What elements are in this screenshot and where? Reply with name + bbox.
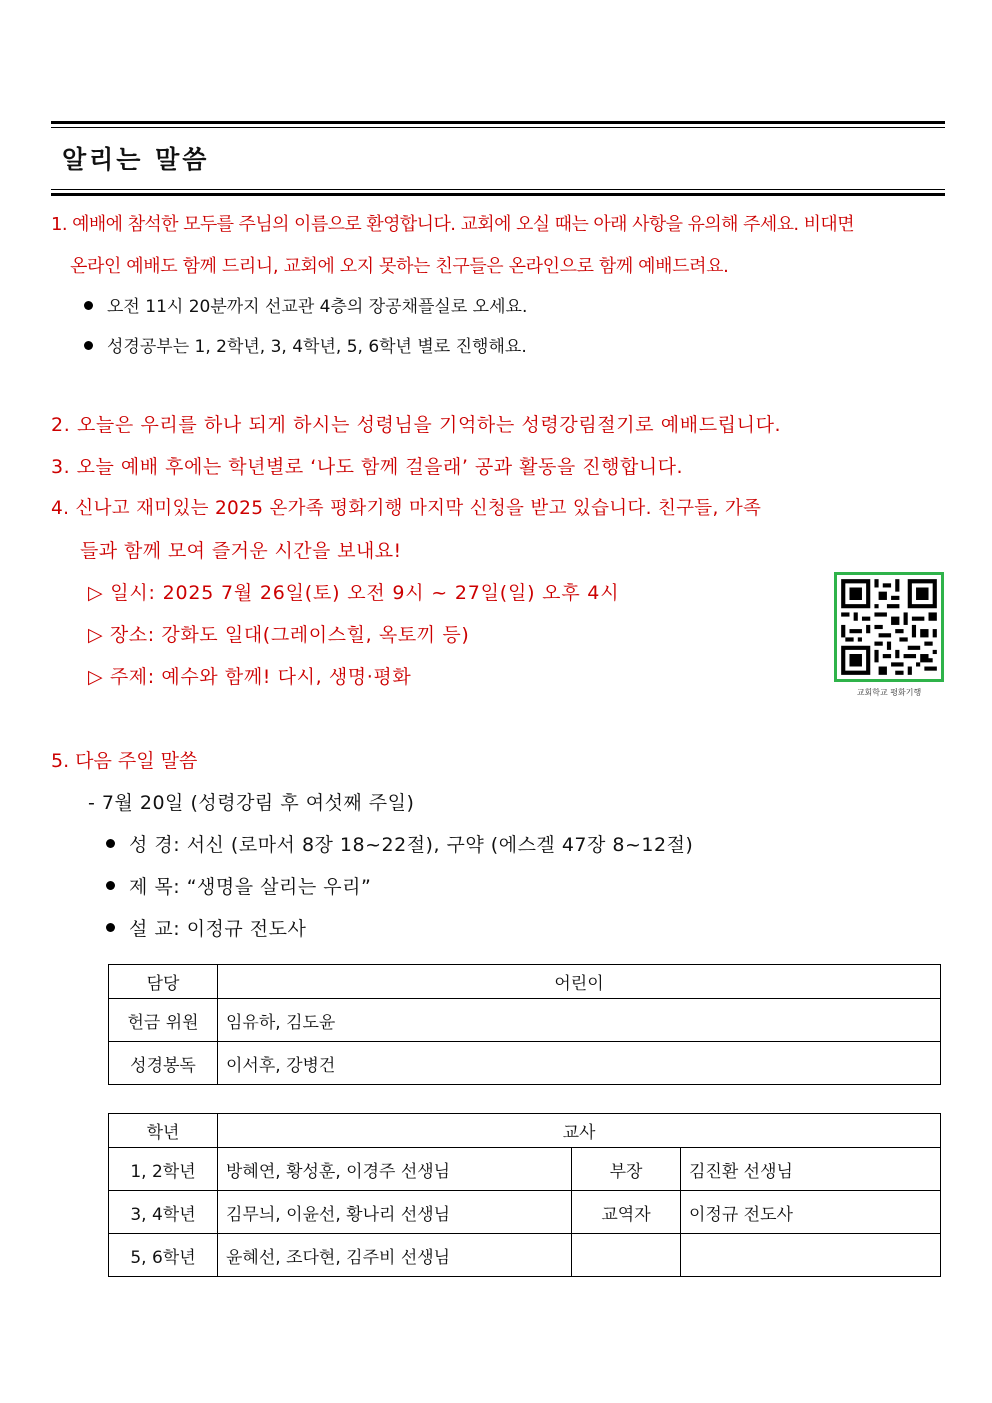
table-row: [109, 1234, 941, 1277]
qr-code[interactable]: [834, 572, 944, 682]
table-cell: 윤혜선, 조다현, 김주비 선생님: [218, 1234, 572, 1277]
table-cell: 김무늬, 이윤선, 황나리 선생님: [218, 1191, 572, 1234]
item-2: 2. 오늘은 우리를 하나 되게 하시는 성령님을 기억하는 성령강림절기로 예배드립니다.: [51, 414, 782, 436]
bullet-icon: [106, 881, 115, 890]
table-cell: 교역자: [572, 1191, 681, 1234]
table-cell: 3, 4학년: [109, 1191, 218, 1234]
table-row: [109, 999, 941, 1042]
item-4-place: ▷ 장소: 강화도 일대(그레이스힐, 옥토끼 등): [88, 624, 470, 646]
table-cell: 이서후, 강병건: [218, 1042, 941, 1085]
table-cell: 부장: [572, 1148, 681, 1191]
item-4-date: ▷ 일시: 2025 7월 26일(토) 오전 9시 ~ 27일(일) 오후 4시: [88, 582, 620, 604]
item-3: 3. 오늘 예배 후에는 학년별로 ‘나도 함께 걸을래’ 공과 활동을 진행합니다.: [51, 456, 684, 478]
item-5-preacher-text: 설 교: 이정규 전도사: [129, 918, 307, 940]
table-row: [109, 1191, 941, 1234]
title-rule-thin: [51, 189, 945, 190]
table-cell: 방혜연, 황성훈, 이경주 선생님: [218, 1148, 572, 1191]
table-row: [109, 1042, 941, 1085]
item-5-date: - 7월 20일 (성령강림 후 여섯째 주일): [88, 792, 415, 814]
table-cell: 임유하, 김도윤: [218, 999, 941, 1042]
table-cell: 이정규 전도사: [681, 1191, 941, 1234]
item-5-sermon-title: [106, 874, 371, 900]
item-4-line-2: 들과 함께 모여 즐거운 시간을 보내요!: [80, 540, 402, 562]
item-1-line-2: 온라인 예배도 함께 드리니, 교회에 오지 못하는 친구들은 온라인으로 함께 예배드려요.: [70, 256, 729, 277]
table-row: [109, 1148, 941, 1191]
item-1-bullet-1-text: 오전 11시 20분까지 선교관 4층의 장공채플실로 오세요.: [107, 297, 528, 317]
item-1-line-1: 1. 예배에 참석한 모두를 주님의 이름으로 환영합니다. 교회에 오실 때는 아래 사항을 유의해 주세요. 비대면: [51, 214, 855, 235]
table-header-cell: 담당: [109, 965, 218, 999]
top-rule-thick: [51, 121, 945, 124]
qr-caption: 교회학교 평화기행: [856, 688, 922, 697]
table-cell: [572, 1234, 681, 1277]
item-4-line-1: 4. 신나고 재미있는 2025 온가족 평화기행 마지막 신청을 받고 있습니다. 친구들, 가족: [51, 498, 762, 519]
title-rule-thick: [51, 193, 945, 196]
bullet-icon: [106, 839, 115, 848]
table-cell: 성경봉독: [109, 1042, 218, 1085]
table-header-row: [109, 965, 941, 999]
item-5-scripture-text: 성 경: 서신 (로마서 8장 18~22절), 구약 (에스겔 47장 8~12절): [129, 834, 694, 856]
item-5-preacher: [106, 916, 306, 942]
item-1-bullet-2: [84, 334, 527, 360]
item-1-bullet-1: [84, 294, 527, 320]
table-header-cell: 학년: [109, 1114, 218, 1148]
table-cell: [681, 1234, 941, 1277]
table-header-row: [109, 1114, 941, 1148]
qr-code-icon: [837, 575, 941, 679]
table-header-cell: 교사: [218, 1114, 941, 1148]
item-5: 5. 다음 주일 말씀: [51, 750, 198, 772]
table-cell: 5, 6학년: [109, 1234, 218, 1277]
table-cell: 1, 2학년: [109, 1148, 218, 1191]
page-title: 알리는 말씀: [62, 145, 210, 174]
bullet-icon: [84, 301, 93, 310]
item-5-scripture: [106, 832, 693, 858]
table-cell: 김진환 선생님: [681, 1148, 941, 1191]
item-5-sermon-title-text: 제 목: “생명을 살리는 우리”: [129, 876, 372, 898]
teachers-table: [108, 1113, 941, 1277]
bullet-icon: [106, 923, 115, 932]
bullet-icon: [84, 341, 93, 350]
roles-table: [108, 964, 941, 1085]
item-4-theme: ▷ 주제: 예수와 함께! 다시, 생명·평화: [88, 666, 412, 688]
table-cell: 헌금 위원: [109, 999, 218, 1042]
top-rule-thin: [51, 127, 945, 128]
item-1-bullet-2-text: 성경공부는 1, 2학년, 3, 4학년, 5, 6학년 별로 진행해요.: [107, 337, 527, 357]
table-header-cell: 어린이: [218, 965, 941, 999]
